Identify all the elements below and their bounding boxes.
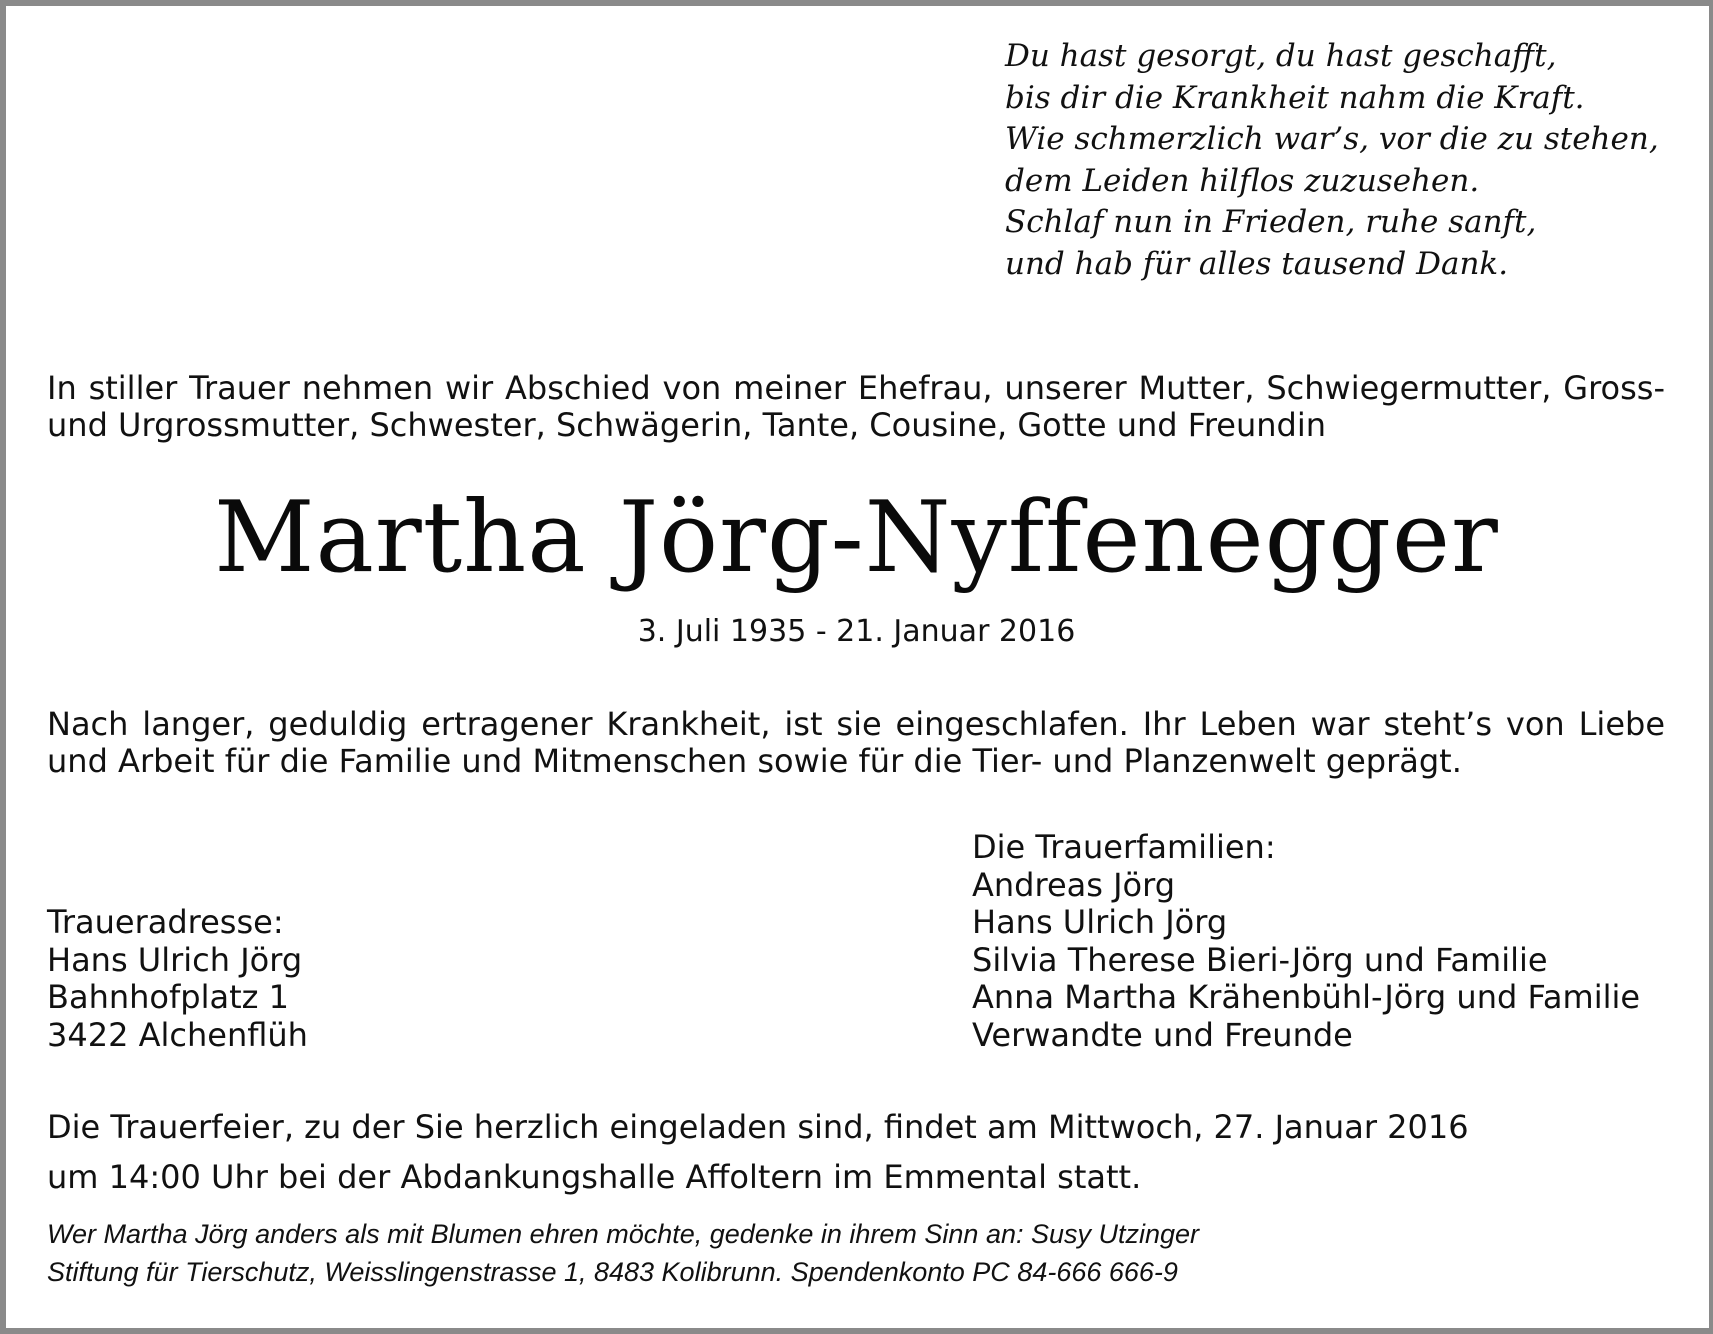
donation-line: Wer Martha Jörg anders als mit Blumen ehren möchte, gedenke in ihrem Sinn an: Susy Utzinger [47, 1219, 1200, 1249]
family-name: Verwandte und Freunde [972, 1015, 1353, 1054]
poem [1005, 36, 1659, 285]
family-name: Hans Ulrich Jörg [972, 903, 1228, 941]
poem-line: Du hast gesorgt, du hast geschafft, [1005, 38, 1557, 74]
mourning-address [47, 904, 308, 1054]
address-line: Bahnhofplatz 1 [47, 978, 289, 1016]
deceased-name: Martha Jörg-Nyffenegger [214, 481, 1499, 595]
poem-line: dem Leiden hilflos zuzusehen. [1005, 162, 1480, 199]
poem-line: bis dir die Krankheit nahm die Kraft. [1005, 79, 1585, 116]
donation-note [47, 1215, 1199, 1291]
funeral-service-info [47, 1102, 1469, 1202]
address-line: 3422 Alchenflüh [47, 1015, 308, 1054]
poem-line: Wie schmerzlich war’s, vor die zu stehen, [1005, 121, 1659, 157]
family-name: Anna Martha Krähenbühl-Jörg und Familie [972, 978, 1641, 1016]
mourning-families [972, 829, 1640, 1054]
service-line: Die Trauerfeier, zu der Sie herzlich eingeladen sind, findet am Mittwoch, 27. Januar 2016 [47, 1108, 1469, 1146]
poem-line: und hab für alles tausend Dank. [1005, 245, 1509, 282]
intro-text: In stiller Trauer nehmen wir Abschied von meiner Ehefrau, unserer Mutter, Schwiegermutter, Gross- und Urgrossmutter, Schwester, Schwägerin, Tante, Cousine, Gotte und Freundin [47, 369, 1665, 444]
service-line: um 14:00 Uhr bei der Abdankungshalle Affoltern im Emmental statt. [47, 1158, 1142, 1196]
address-label: Traueradresse: [47, 903, 284, 941]
donation-line: Stiftung für Tierschutz, Weisslingenstrasse 1, 8483 Kolibrunn. Spendenkonto PC 84-666 666-9 [47, 1257, 1178, 1287]
life-dates: 3. Juli 1935 - 21. Januar 2016 [637, 614, 1076, 649]
body-text: Nach langer, geduldig ertragener Krankheit, ist sie eingeschlafen. Ihr Leben war steht’s von Liebe und Arbeit für die Familie und Mitmenschen sowie für die Tier- und Planzenwelt geprägt. [47, 705, 1665, 780]
poem-line: Schlaf nun in Frieden, ruhe sanft, [1005, 204, 1537, 240]
address-line: Hans Ulrich Jörg [47, 940, 303, 979]
family-name: Silvia Therese Bieri-Jörg und Familie [972, 940, 1548, 979]
families-label: Die Trauerfamilien: [972, 828, 1276, 866]
family-name: Andreas Jörg [972, 865, 1175, 904]
